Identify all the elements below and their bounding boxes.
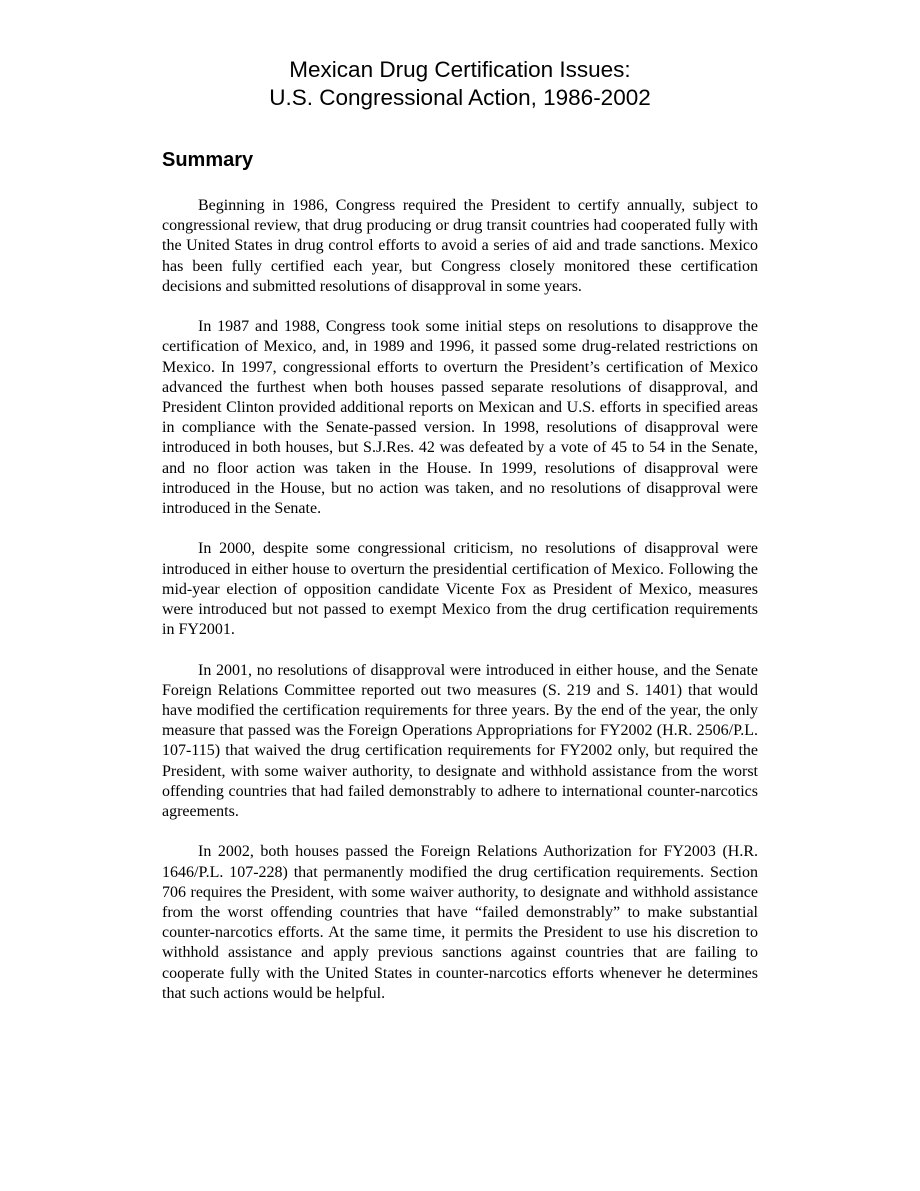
paragraph-2000-actions: In 2000, despite some congressional criticism, no resolutions of disapproval were introduced in either house to overturn the presidential certification of Mexico. Following the mid-year election of opposition candidate Vicente Fox as President of Mexico, measures were introduced but not passed to exempt Mexico from the drug certification requirements in FY2001. [162, 540, 758, 639]
title-line-2: U.S. Congressional Action, 1986-2002 [269, 85, 651, 110]
section-heading-summary: Summary [162, 149, 254, 171]
paragraph-2002-actions: In 2002, both houses passed the Foreign Relations Authorization for FY2003 (H.R. 1646/P.L. 107-228) that permanently modified the drug certification requirements. Section 706 requires the President, with some waiver authority, to designate and withhold assistance from the worst offending countries that have “failed demonstrably” to make substantial counter-narcotics efforts. At the same time, it permits the President to use his discretion to withhold assistance and apply previous sanctions against countries that are failing to cooperate fully with the United States in counter-narcotics efforts whenever he determines that such actions would be helpful. [162, 843, 758, 1002]
document-page [162, 56, 758, 1024]
paragraph-2001-actions: In 2001, no resolutions of disapproval were introduced in either house, and the Senate Foreign Relations Committee reported out two measures (S. 219 and S. 1401) that would have modified the certification requirements for three years. By the end of the year, the only measure that passed was the Foreign Operations Appropriations for FY2002 (H.R. 2506/P.L. 107-115) that waived the drug certification requirements for FY2002 only, but required the President, with some waiver authority, to designate and withhold assistance from the worst offending countries that had failed demonstrably to adhere to international counter-narcotics agreements. [162, 661, 758, 821]
paragraph-1986-certification: Beginning in 1986, Congress required the President to certify annually, subject to congressional review, that drug producing or drug transit countries had cooperated fully with the United States in drug control efforts to avoid a series of aid and trade sanctions. Mexico has been fully certified each year, but Congress closely monitored these certification decisions and submitted resolutions of disapproval in some years. [162, 197, 758, 295]
summary-body [162, 196, 758, 1004]
paragraph-1987-1999-actions: In 1987 and 1988, Congress took some initial steps on resolutions to disapprove the certification of Mexico, and, in 1989 and 1996, it passed some drug-related restrictions on Mexico. In 1997, congressional efforts to overturn the President’s certification of Mexico advanced the furthest when both houses passed separate resolutions of disapproval, and President Clinton provided additional reports on Mexican and U.S. efforts in specified areas in compliance with the Senate-passed version. In 1998, resolutions of disapproval were introduced in both houses, but S.J.Res. 42 was defeated by a vote of 45 to 54 in the Senate, and no floor action was taken in the House. In 1999, resolutions of disapproval were introduced in the House, but no action was taken, and no resolutions of disapproval were introduced in the Senate. [162, 318, 758, 518]
title-line-1: Mexican Drug Certification Issues: [289, 57, 631, 82]
document-title [162, 56, 758, 112]
